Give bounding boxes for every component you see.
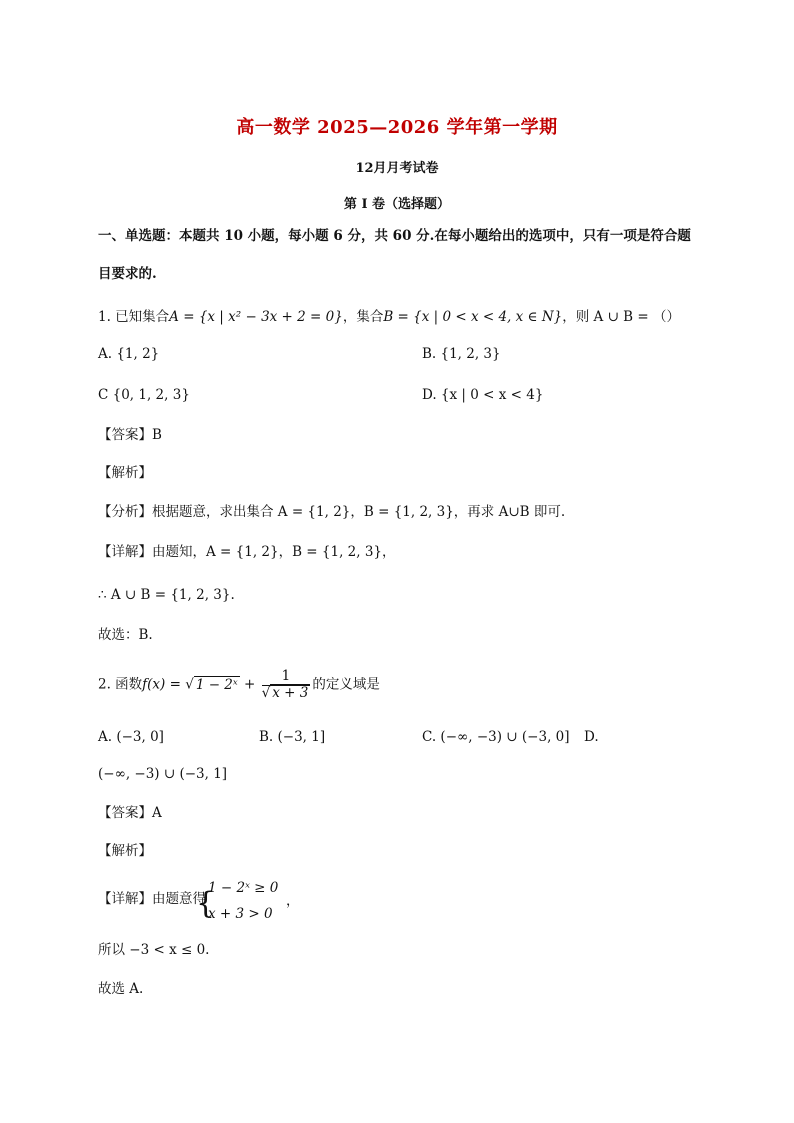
question-2-option-a: A. (−3, 0] (98, 729, 164, 745)
question-2-analysis-heading: 【解析】 (98, 843, 152, 859)
question-2-stem: 2. 函数f(x) = √ 1 − 2ˣ + $\frac{1}{√ x + 3}$ 的定义域是 (98, 668, 380, 701)
question-2-fraction: $\frac{1}{√ x + 3}$ (261, 668, 309, 701)
question-1-answer: 【答案】B (98, 427, 162, 443)
question-2-root: 1 − 2ˣ (195, 676, 238, 693)
exam-subtitle: 12月月考试卷 (355, 161, 439, 176)
question-2-denominator: x + 3 (272, 684, 309, 701)
question-1-analysis: 【分析】根据题意，求出集合 A = {1, 2}，B = {1, 2, 3}，再求 A∪B 即可. (98, 504, 566, 520)
question-1-option-b: B. {1, 2, 3} (422, 346, 501, 362)
question-2-result: 所以 −3 < x ≤ 0. (98, 942, 210, 958)
question-1-ask: ，则 A ∪ B = （） (562, 309, 680, 325)
question-2-detail-prefix: 【详解】由题意得 (98, 891, 206, 907)
question-2-answer: 【答案】A (98, 805, 162, 821)
question-2-numerator: 1 (262, 670, 311, 686)
question-1-analysis-heading: 【解析】 (98, 465, 152, 481)
question-2-option-d-label: D. (584, 729, 599, 745)
question-2-option-c: C. (−∞, −3) ∪ (−3, 0] (422, 729, 570, 745)
question-2-plus: + (239, 676, 260, 693)
question-2-condition-1: 1 − 2ˣ ≥ 0 (208, 880, 279, 896)
question-1-option-c: C {0, 1, 2, 3} (98, 387, 190, 403)
question-1-option-a: A. {1, 2} (98, 346, 160, 362)
question-2-condition-2: x + 3 > 0 (208, 906, 273, 922)
question-1-stem (98, 311, 680, 325)
question-1-set-a: A = {x | x² − 3x + 2 = 0} (169, 309, 343, 325)
question-1-option-d: D. {x | 0 < x < 4} (422, 387, 544, 403)
left-brace-icon: { (196, 886, 216, 921)
section-instruction-line-2: 目要求的. (98, 266, 157, 282)
question-1-detail: 【详解】由题知，A = {1, 2}，B = {1, 2, 3}， (98, 544, 396, 560)
question-1-choice: 故选：B. (98, 627, 153, 643)
question-1-set-b: B = {x | 0 < x < 4, x ∈ N} (383, 309, 563, 325)
question-1-prefix: 1. 已知集合 (98, 309, 170, 325)
question-2-prefix: 2. 函数 (98, 676, 143, 693)
question-1-mid: ，集合 (342, 309, 384, 325)
question-1-therefore: ∴ A ∪ B = {1, 2, 3}. (98, 587, 235, 603)
question-2-suffix: 的定义域是 (312, 676, 380, 693)
question-2-option-b: B. (−3, 1] (259, 729, 326, 745)
question-2-function: f(x) = (142, 676, 186, 693)
question-2-option-d-value: (−∞, −3) ∪ (−3, 1] (98, 766, 228, 782)
volume-heading: 第 I 卷（选择题） (343, 197, 451, 212)
page-title: 高一数学 2025—2026 学年第一学期 (236, 117, 558, 138)
question-2-choice: 故选 A. (98, 981, 144, 997)
question-2-condition-comma: ， (286, 893, 300, 909)
section-instruction-line-1: 一、单选题：本题共 10 小题，每小题 6 分，共 60 分.在每小题给出的选项中，只有一项是符合题 (98, 228, 691, 244)
